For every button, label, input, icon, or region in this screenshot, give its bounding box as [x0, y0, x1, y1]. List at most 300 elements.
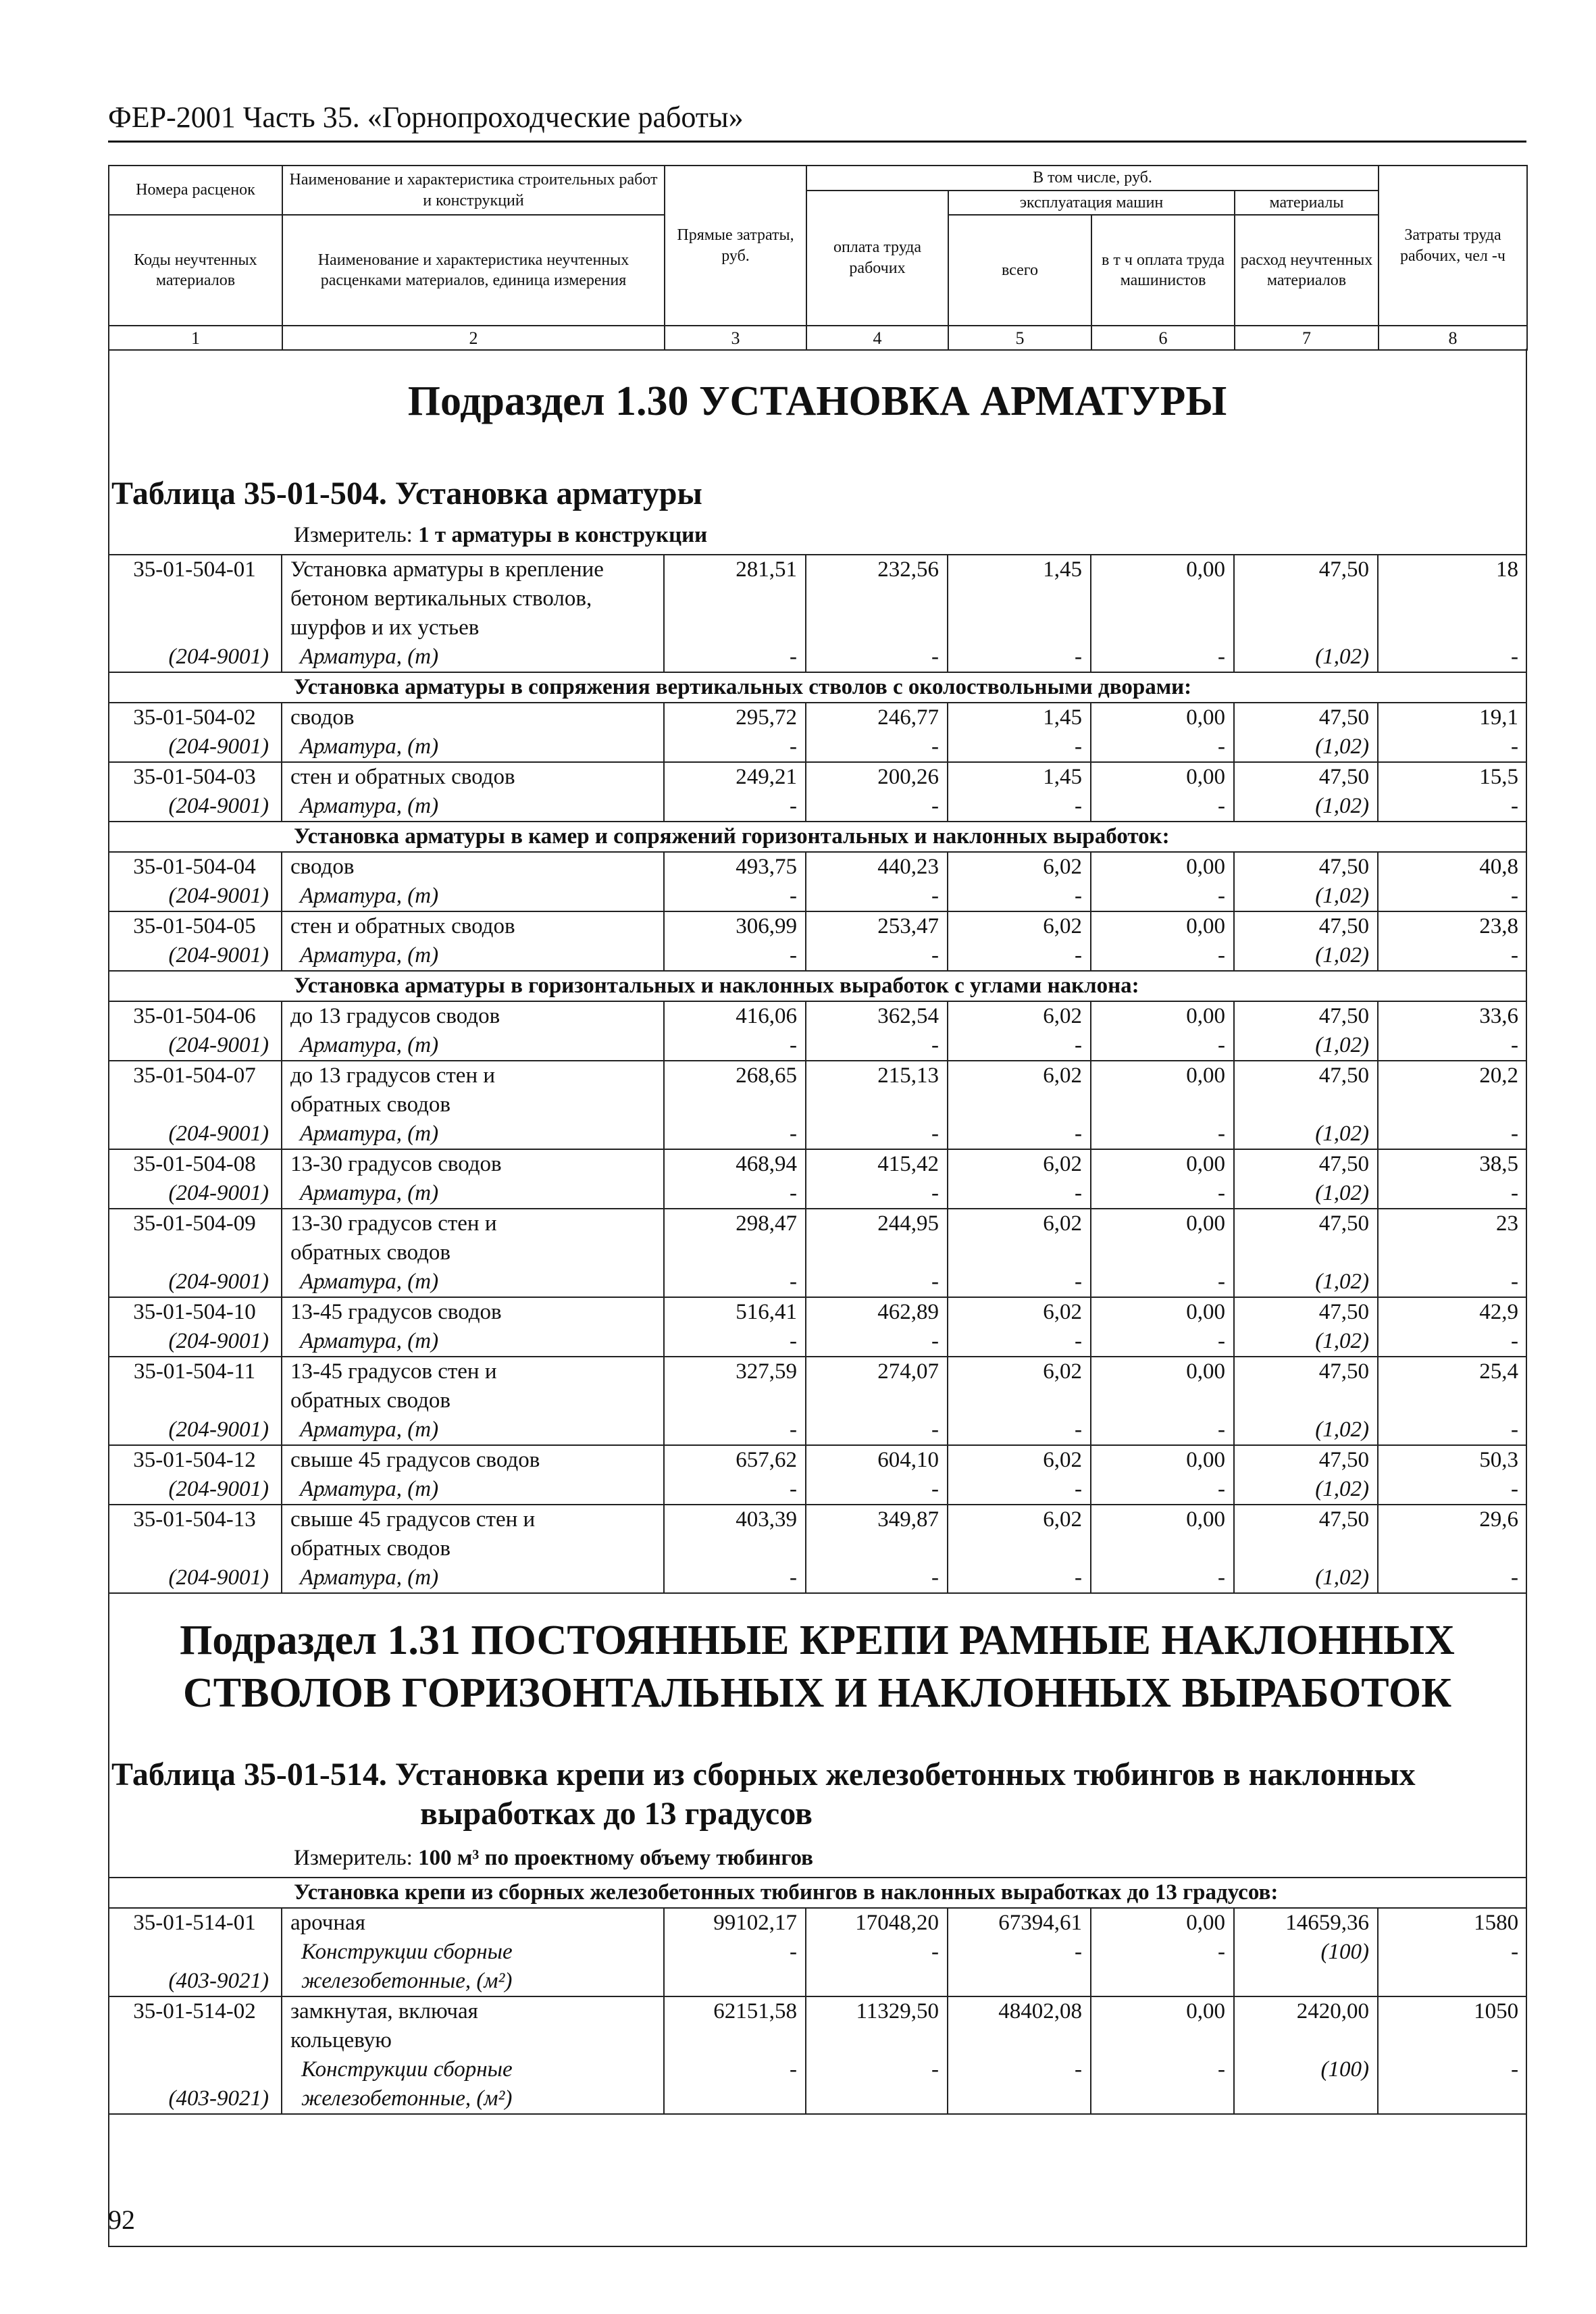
- value-v5: 6,02: [948, 1149, 1091, 1179]
- value-v6: 0,00: [1091, 1505, 1234, 1563]
- dash: -: [948, 1327, 1091, 1357]
- material-quantity: (1,02): [1234, 792, 1378, 822]
- value-v7: 14659,36: [1234, 1908, 1378, 1938]
- work-name-line: 13-45 градусов стен и: [290, 1359, 497, 1384]
- material-row: [108, 941, 1526, 971]
- material-name: Арматура, (т): [282, 1415, 664, 1445]
- dash: -: [664, 643, 806, 672]
- table-504-meter: [294, 523, 707, 548]
- meter-label: Измеритель:: [294, 1846, 413, 1870]
- dash: -: [1091, 1031, 1234, 1061]
- table-row: [108, 911, 1526, 941]
- material-name: Арматура, (т): [282, 1327, 664, 1357]
- material-row: [108, 732, 1526, 762]
- material-code: (204-9001): [108, 732, 282, 762]
- dash: -: [1091, 732, 1234, 762]
- value-v4: 244,95: [806, 1209, 948, 1267]
- work-name: [282, 1908, 664, 1938]
- dash: -: [1091, 1267, 1234, 1297]
- value-v8: 19,1: [1378, 703, 1526, 732]
- value-v3: 249,21: [664, 762, 806, 792]
- group-heading: Установка крепи из сборных железобетонных тюбингов в наклонных выработках до 13 градусов:: [108, 1878, 1526, 1908]
- meter-value: 1 т арматуры в конструкции: [418, 523, 708, 547]
- dash: -: [1091, 1120, 1234, 1149]
- value-v5: 6,02: [948, 1445, 1091, 1475]
- rate-code: 35-01-504-04: [108, 852, 282, 882]
- value-v8: 29,6: [1378, 1505, 1526, 1563]
- work-name: [282, 1001, 664, 1031]
- running-header: ФЕР-2001 Часть 35. «Горнопроходческие работы»: [108, 101, 744, 134]
- work-name-line: бетоном вертикальных стволов,: [290, 586, 592, 611]
- value-v6: 0,00: [1091, 762, 1234, 792]
- work-name: [282, 1445, 664, 1475]
- dash: -: [1511, 884, 1518, 908]
- rate-code: 35-01-504-05: [108, 911, 282, 941]
- material-row: [108, 1120, 1526, 1149]
- value-v8: 1050: [1378, 1996, 1526, 2055]
- material-name: Арматура, (т): [282, 1031, 664, 1061]
- dash: -: [1511, 734, 1518, 759]
- material-quantity: (1,02): [1234, 1031, 1378, 1061]
- work-name-line: свыше 45 градусов сводов: [290, 1448, 540, 1472]
- group-row: [108, 672, 1526, 703]
- work-name-line: 13-30 градусов стен и: [290, 1211, 497, 1236]
- dash: -: [1511, 943, 1518, 967]
- material-code: (204-9001): [108, 941, 282, 971]
- work-name: [282, 911, 664, 941]
- work-name-line: до 13 градусов стен и: [290, 1063, 496, 1088]
- dash: -: [664, 1179, 806, 1209]
- value-v6: 0,00: [1091, 1357, 1234, 1415]
- work-name: [282, 555, 664, 643]
- dash: -: [806, 1031, 948, 1061]
- col-number: 3: [665, 326, 806, 350]
- value-v6: 0,00: [1091, 1061, 1234, 1120]
- work-name: [282, 1061, 664, 1120]
- value-v6: 0,00: [1091, 1001, 1234, 1031]
- material-name: [282, 1938, 664, 1996]
- material-row: [108, 1938, 1526, 1996]
- material-name: Арматура, (т): [282, 732, 664, 762]
- value-v5: 67394,61: [948, 1908, 1091, 1938]
- value-v8: 40,8: [1378, 852, 1526, 882]
- dash: -: [948, 882, 1091, 911]
- dash: -: [806, 792, 948, 822]
- dash: -: [664, 882, 806, 911]
- value-v3: 493,75: [664, 852, 806, 882]
- work-name-line: обратных сводов: [290, 1092, 451, 1117]
- header-rule: [108, 141, 1526, 143]
- dash: -: [1378, 2055, 1526, 2114]
- subsection-131-title: [108, 1615, 1526, 1719]
- dash: -: [1511, 645, 1518, 669]
- dash: -: [806, 732, 948, 762]
- value-v4: 215,13: [806, 1061, 948, 1120]
- dash: -: [806, 1938, 948, 1996]
- material-row: [108, 2055, 1526, 2114]
- dash: -: [806, 1563, 948, 1593]
- subsection-130-title: Подраздел 1.30 УСТАНОВКА АРМАТУРЫ: [407, 378, 1227, 424]
- value-v4: 246,77: [806, 703, 948, 732]
- material-code: (204-9001): [108, 1031, 282, 1061]
- value-v3: 295,72: [664, 703, 806, 732]
- value-v8: 18: [1378, 555, 1526, 643]
- dash: -: [806, 1120, 948, 1149]
- material-name: Арматура, (т): [282, 882, 664, 911]
- material-name: Арматура, (т): [282, 792, 664, 822]
- dash: -: [806, 1475, 948, 1505]
- material-code: (204-9001): [108, 1179, 282, 1209]
- value-v7: 47,50: [1234, 1209, 1378, 1267]
- dash: -: [806, 1179, 948, 1209]
- value-v3: 306,99: [664, 911, 806, 941]
- value-v5: 6,02: [948, 911, 1091, 941]
- value-v6: 0,00: [1091, 703, 1234, 732]
- value-v8: 50,3: [1378, 1445, 1526, 1475]
- value-v8: 23,8: [1378, 911, 1526, 941]
- table-514-title: [111, 1755, 1416, 1833]
- value-v3: 416,06: [664, 1001, 806, 1031]
- table-514-meter: [294, 1846, 813, 1871]
- value-v4: 232,56: [806, 555, 948, 643]
- dash: -: [1091, 792, 1234, 822]
- work-name: [282, 762, 664, 792]
- value-v4: 17048,20: [806, 1908, 948, 1938]
- dash: -: [806, 2055, 948, 2114]
- dash: -: [948, 2055, 1091, 2114]
- value-v3: 62151,58: [664, 1996, 806, 2055]
- group-heading: Установка арматуры в горизонтальных и наклонных выработок с углами наклона:: [108, 971, 1526, 1001]
- table-row: [108, 1001, 1526, 1031]
- value-v6: 0,00: [1091, 1996, 1234, 2055]
- subsection-131-title-line1: Подраздел 1.31 ПОСТОЯННЫЕ КРЕПИ РАМНЫЕ НАКЛОННЫХ: [180, 1617, 1455, 1663]
- value-v3: 298,47: [664, 1209, 806, 1267]
- table-row: [108, 1908, 1526, 1938]
- material-quantity: (1,02): [1234, 1179, 1378, 1209]
- dash: -: [1511, 1269, 1518, 1294]
- material-row: [108, 1475, 1526, 1505]
- material-quantity: (1,02): [1234, 1475, 1378, 1505]
- incl-header: В том числе, руб.: [806, 166, 1379, 191]
- value-v5: 6,02: [948, 1357, 1091, 1415]
- value-v6: 0,00: [1091, 1209, 1234, 1267]
- column-header: [108, 165, 1528, 351]
- material-code: (204-9001): [108, 792, 282, 822]
- work-name-line: обратных сводов: [290, 1240, 451, 1265]
- material-name-line: железобетонные, (м²): [301, 1969, 513, 1993]
- dash: -: [1091, 1563, 1234, 1593]
- value-v3: 403,39: [664, 1505, 806, 1563]
- subsection-131-title-line2: СТВОЛОВ ГОРИЗОНТАЛЬНЫХ И НАКЛОННЫХ ВЫРАБОТОК: [182, 1669, 1452, 1716]
- value-v7: 47,50: [1234, 1297, 1378, 1327]
- material-quantity: (1,02): [1234, 643, 1378, 672]
- dash: -: [1511, 1329, 1518, 1353]
- dash: -: [1091, 1415, 1234, 1445]
- material-row: [108, 882, 1526, 911]
- col-number: 4: [806, 326, 948, 350]
- table-row: [108, 703, 1526, 732]
- material-name: Арматура, (т): [282, 1120, 664, 1149]
- dash: -: [1511, 794, 1518, 818]
- material-code: (204-9001): [108, 1563, 282, 1593]
- rate-code: 35-01-504-02: [108, 703, 282, 732]
- value-v4: 349,87: [806, 1505, 948, 1563]
- value-v4: 462,89: [806, 1297, 948, 1327]
- dash: -: [1511, 1181, 1518, 1205]
- dash: -: [1091, 643, 1234, 672]
- value-v8: 1580: [1378, 1908, 1526, 1938]
- work-name: [282, 1996, 664, 2055]
- material-code: (204-9001): [108, 1415, 282, 1445]
- value-v6: 0,00: [1091, 1149, 1234, 1179]
- value-v5: 1,45: [948, 703, 1091, 732]
- value-v5: 6,02: [948, 1061, 1091, 1120]
- dash: -: [948, 732, 1091, 762]
- dash: -: [1511, 1417, 1518, 1442]
- dash: -: [1091, 1938, 1234, 1996]
- table-504-title: Таблица 35-01-504. Установка арматуры: [111, 476, 702, 511]
- dash: -: [664, 1267, 806, 1297]
- machines-header: эксплуатация машин: [948, 191, 1235, 216]
- material-code: (403-9021): [108, 1938, 282, 1996]
- material-name-line: Конструкции сборные: [301, 2057, 513, 2082]
- work-name-line: 13-45 градусов сводов: [290, 1300, 502, 1324]
- material-name: Арматура, (т): [282, 1563, 664, 1593]
- col2-header-top: Наименование и характеристика строительных работ и конструкций: [282, 166, 665, 215]
- work-name-line: до 13 градусов сводов: [290, 1004, 500, 1028]
- dash: -: [664, 1120, 806, 1149]
- work-name-line: кольцевую: [290, 2028, 392, 2053]
- work-name: [282, 1149, 664, 1179]
- value-v5: 6,02: [948, 1297, 1091, 1327]
- material-row: [108, 1327, 1526, 1357]
- material-row: [108, 1179, 1526, 1209]
- material-row: [108, 643, 1526, 672]
- table-row: [108, 555, 1526, 643]
- dash: -: [1511, 1033, 1518, 1057]
- work-name-line: арочная: [290, 1911, 365, 1935]
- value-v4: 604,10: [806, 1445, 948, 1475]
- dash: -: [664, 1938, 806, 1996]
- group-heading: Установка арматуры в сопряжения вертикальных стволов с околоствольными дворами:: [108, 672, 1526, 703]
- table-row: [108, 1996, 1526, 2055]
- dash: -: [948, 1563, 1091, 1593]
- meter-value: 100 м³ по проектному объему тюбингов: [418, 1846, 814, 1870]
- value-v7: 47,50: [1234, 703, 1378, 732]
- value-v4: 362,54: [806, 1001, 948, 1031]
- col2-header-bottom: Наименование и характеристика неучтенных расценками материалов, единица измерения: [282, 215, 665, 326]
- material-name: Арматура, (т): [282, 1267, 664, 1297]
- value-v8: 42,9: [1378, 1297, 1526, 1327]
- rate-code: 35-01-514-01: [108, 1908, 282, 1938]
- dash: -: [664, 1031, 806, 1061]
- table-row: [108, 1357, 1526, 1415]
- work-name-line: шурфов и их устьев: [290, 615, 480, 640]
- material-quantity: (1,02): [1234, 882, 1378, 911]
- value-v6: 0,00: [1091, 555, 1234, 643]
- dash: -: [664, 2055, 806, 2114]
- dash: -: [806, 1267, 948, 1297]
- value-v8: 33,6: [1378, 1001, 1526, 1031]
- value-v3: 268,65: [664, 1061, 806, 1120]
- value-v4: 253,47: [806, 911, 948, 941]
- group-row: [108, 822, 1526, 852]
- group-row: [108, 971, 1526, 1001]
- value-v7: 47,50: [1234, 555, 1378, 643]
- material-code: (204-9001): [108, 1120, 282, 1149]
- table-row: [108, 1505, 1526, 1563]
- dash: -: [948, 1031, 1091, 1061]
- value-v6: 0,00: [1091, 911, 1234, 941]
- value-v7: 47,50: [1234, 1061, 1378, 1120]
- dash: -: [1378, 1563, 1526, 1593]
- value-v7: 47,50: [1234, 1149, 1378, 1179]
- col1-header-bottom: Коды неучтенных материалов: [109, 215, 282, 326]
- value-v6: 0,00: [1091, 1297, 1234, 1327]
- value-v6: 0,00: [1091, 852, 1234, 882]
- col5-header: всего: [948, 215, 1091, 326]
- table-504: [108, 554, 1526, 1594]
- material-name: Арматура, (т): [282, 643, 664, 672]
- work-name-line: сводов: [290, 705, 355, 730]
- table-row: [108, 852, 1526, 882]
- dash: -: [664, 1563, 806, 1593]
- work-name: [282, 1209, 664, 1267]
- material-name: Арматура, (т): [282, 1475, 664, 1505]
- rate-code: 35-01-504-03: [108, 762, 282, 792]
- table-514: [108, 1877, 1526, 2115]
- material-row: [108, 1563, 1526, 1593]
- col-number: 1: [109, 326, 282, 350]
- col-number: 5: [948, 326, 1091, 350]
- work-name-line: сводов: [290, 855, 355, 879]
- value-v8: 20,2: [1378, 1061, 1526, 1120]
- page-number: 92: [108, 2205, 135, 2235]
- value-v5: 6,02: [948, 1209, 1091, 1267]
- dash: -: [1091, 1179, 1234, 1209]
- dash: -: [1091, 1475, 1234, 1505]
- meter-label: Измеритель:: [294, 523, 413, 547]
- value-v3: 516,41: [664, 1297, 806, 1327]
- value-v8: 15,5: [1378, 762, 1526, 792]
- work-name-line: обратных сводов: [290, 1536, 451, 1561]
- material-quantity: (1,02): [1234, 1415, 1378, 1445]
- col3-header: Прямые затраты, руб.: [665, 166, 806, 326]
- material-name-line: железобетонные, (м²): [301, 2086, 513, 2111]
- dash: -: [948, 1120, 1091, 1149]
- value-v6: 0,00: [1091, 1445, 1234, 1475]
- material-name: Арматура, (т): [282, 1179, 664, 1209]
- material-name: [282, 2055, 664, 2114]
- material-quantity: (1,02): [1234, 1120, 1378, 1149]
- work-name-line: стен и обратных сводов: [290, 765, 515, 789]
- material-code: (204-9001): [108, 643, 282, 672]
- value-v6: 0,00: [1091, 1908, 1234, 1938]
- value-v5: 6,02: [948, 1505, 1091, 1563]
- col4-header: оплата труда рабочих: [806, 191, 948, 326]
- col-number: 2: [282, 326, 665, 350]
- dash: -: [1511, 1940, 1519, 1964]
- material-quantity: (1,02): [1234, 1563, 1378, 1593]
- dash: -: [664, 941, 806, 971]
- dash: -: [948, 643, 1091, 672]
- work-name-line: Установка арматуры в крепление: [290, 557, 604, 582]
- work-name: [282, 852, 664, 882]
- table-row: [108, 1149, 1526, 1179]
- rate-code: 35-01-514-02: [108, 1996, 282, 2055]
- value-v5: 6,02: [948, 852, 1091, 882]
- value-v8: 23: [1378, 1209, 1526, 1267]
- col8-header: Затраты труда рабочих, чел -ч: [1379, 166, 1527, 326]
- work-name-line: 13-30 градусов сводов: [290, 1152, 502, 1176]
- value-v7: 47,50: [1234, 1505, 1378, 1563]
- material-quantity: (100): [1234, 2055, 1378, 2114]
- rate-code: 35-01-504-06: [108, 1001, 282, 1031]
- material-row: [108, 1031, 1526, 1061]
- value-v7: 47,50: [1234, 1001, 1378, 1031]
- col6-header: в т ч оплата труда машинистов: [1091, 215, 1235, 326]
- dash: -: [664, 1475, 806, 1505]
- value-v7: 47,50: [1234, 1445, 1378, 1475]
- material-code: (204-9001): [108, 1475, 282, 1505]
- table-row: [108, 1061, 1526, 1120]
- dash: -: [948, 1267, 1091, 1297]
- material-row: [108, 792, 1526, 822]
- table-row: [108, 762, 1526, 792]
- material-code: (204-9001): [108, 882, 282, 911]
- dash: -: [1091, 882, 1234, 911]
- rate-code: 35-01-504-13: [108, 1505, 282, 1563]
- rate-code: 35-01-504-11: [108, 1357, 282, 1415]
- rate-code: 35-01-504-12: [108, 1445, 282, 1475]
- value-v7: 47,50: [1234, 1357, 1378, 1415]
- value-v3: 99102,17: [664, 1908, 806, 1938]
- dash: -: [664, 1327, 806, 1357]
- dash: -: [806, 1327, 948, 1357]
- group-heading: Установка арматуры в камер и сопряжений горизонтальных и наклонных выработок:: [108, 822, 1526, 852]
- dash: -: [1511, 1122, 1518, 1146]
- work-name: [282, 1297, 664, 1327]
- work-name: [282, 1357, 664, 1415]
- dash: -: [1091, 941, 1234, 971]
- value-v3: 468,94: [664, 1149, 806, 1179]
- dash: -: [806, 882, 948, 911]
- dash: -: [1511, 1477, 1518, 1501]
- material-quantity: (1,02): [1234, 1267, 1378, 1297]
- work-name-line: замкнутая, включая: [290, 1999, 478, 2023]
- table-514-title-line2: выработках до 13 градусов: [420, 1795, 813, 1832]
- dash: -: [664, 792, 806, 822]
- rate-code: 35-01-504-09: [108, 1209, 282, 1267]
- group-row: [108, 1878, 1526, 1908]
- value-v4: 274,07: [806, 1357, 948, 1415]
- dash: -: [806, 941, 948, 971]
- value-v5: 6,02: [948, 1001, 1091, 1031]
- material-quantity: (100): [1234, 1938, 1378, 1996]
- col-number: 7: [1235, 326, 1379, 350]
- table-row: [108, 1297, 1526, 1327]
- material-code: (204-9001): [108, 1327, 282, 1357]
- value-v3: 657,62: [664, 1445, 806, 1475]
- rate-code: 35-01-504-10: [108, 1297, 282, 1327]
- col7-header: расход неучтенных материалов: [1235, 215, 1379, 326]
- table-row: [108, 1209, 1526, 1267]
- material-quantity: (1,02): [1234, 1327, 1378, 1357]
- value-v5: 1,45: [948, 555, 1091, 643]
- material-name-line: Конструкции сборные: [301, 1940, 513, 1964]
- rate-code: 35-01-504-07: [108, 1061, 282, 1120]
- value-v8: 25,4: [1378, 1357, 1526, 1415]
